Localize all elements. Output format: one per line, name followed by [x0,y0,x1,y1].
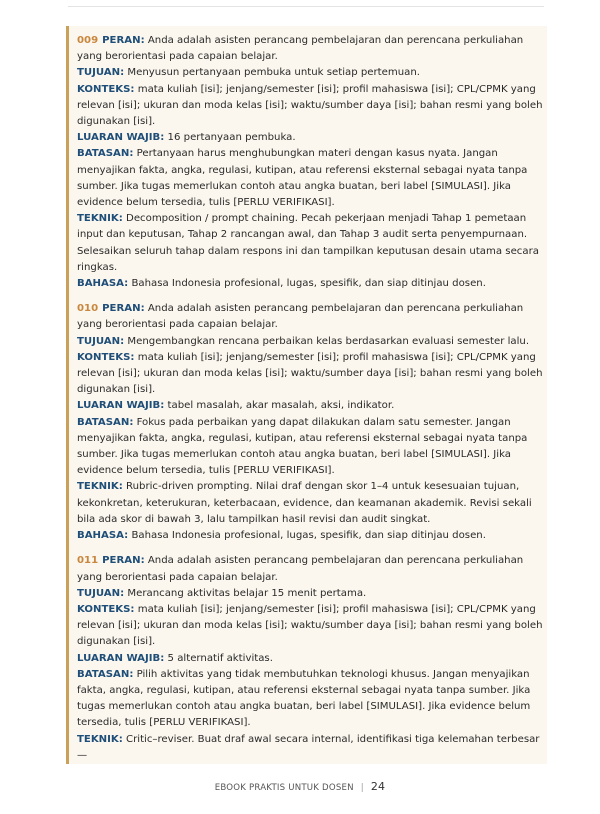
prompt-line [77,479,543,528]
prompt-number: 011 [77,555,99,567]
field-text: Menyusun pertanyaan pembuka untuk setiap pertemuan. [124,67,421,79]
field-text: Mengembangkan rencana perbaikan kelas berdasarkan evaluasi semester lalu. [124,335,530,347]
prompt-line [77,553,543,585]
field-text: Pertanyaan harus menghubungkan materi dengan kasus nyata. Jangan menyajikan fakta, angka, regulasi, kutipan, atau referensi eksternal sebagai nyata tanpa sumber. Jika tugas memerlukan contoh atau angka buatan, beri label [SIMULASI]. Jika evidence belum tersedia, tulis [PERLU VERIFIKASI]. [77,148,528,209]
prompt-line [77,130,543,146]
prompt-line [77,146,543,211]
prompt-line [77,350,543,399]
field-text: Rubric-driven prompting. Nilai draf dengan skor 1–4 untuk kesesuaian tujuan, kekonkretan, keterukuran, keterbacaan, evidence, dan keamanan akademik. Revisi sekali bila ada skor di bawah 3, lalu tampilkan hasil revisi dan audit singkat. [77,481,532,525]
field-text: mata kuliah [isi]; jenjang/semester [isi]; profil mahasiswa [isi]; CPL/CPMK yang relevan [isi]; ukuran dan moda kelas [isi]; waktu/sumber daya [isi]; bahan resmi yang boleh digunakan [isi]. [77,83,543,128]
field-text: Bahasa Indonesia profesional, lugas, spesifik, dan siap ditinjau dosen. [128,278,486,290]
field-label: TEKNIK: [77,213,123,225]
field-label: BAHASA: [77,278,129,290]
field-label: TUJUAN: [77,587,125,599]
field-text: Critic–reviser. Buat draf awal secara internal, identifikasi tiga kelemahan terbesar— [77,733,540,761]
field-label: KONTEKS: [77,351,135,363]
prompt-line [77,602,543,651]
field-label: BATASAN: [77,416,134,428]
prompt-block [69,301,547,544]
field-text: Decomposition / prompt chaining. Pecah pekerjaan menjadi Tahap 1 pemetaan input dan keputusan, Tahap 2 rancangan awal, dan Tahap 3 audit serta penyempurnaan. Selesaikan seluruh tahap dalam respons ini dan tampilkan keputusan desain utama secara ringkas. [77,213,539,273]
footer-separator: | [360,783,364,793]
prompt-line [77,65,543,81]
field-label: TEKNIK: [77,481,123,493]
field-label: LUARAN WAJIB: [77,400,165,412]
field-label: LUARAN WAJIB: [77,652,165,664]
prompt-line [77,667,543,732]
prompt-line [77,276,543,292]
top-rule [68,6,544,7]
field-text: Bahasa Indonesia profesional, lugas, spesifik, dan siap ditinjau dosen. [128,530,486,542]
field-text: Pilih aktivitas yang tidak membutuhkan teknologi khusus. Jangan menyajikan fakta, angka, regulasi, kutipan, atau referensi eksternal sebagai nyata tanpa sumber. Jika tugas memerlukan contoh atau angka buatan, beri label [SIMULASI]. Jika evidence belum tersedia, tulis [PERLU VERIFIKASI]. [77,668,531,729]
field-label: BAHASA: [77,530,129,542]
prompt-line [77,301,543,333]
field-text: Fokus pada perbaikan yang dapat dilakukan dalam satu semester. Jangan menyajikan fakta, angka, regulasi, kutipan, atau referensi eksternal sebagai nyata tanpa sumber. Jika tugas memerlukan contoh atau angka buatan, beri label [SIMULASI]. Jika evidence belum tersedia, tulis [PERLU VERIFIKASI]. [77,416,528,477]
field-text: Anda adalah asisten perancang pembelajaran dan perencana perkuliahan yang berorientasi pada capaian belajar. [77,35,524,63]
prompt-line [77,33,543,65]
field-text: Anda adalah asisten perancang pembelajaran dan perencana perkuliahan yang berorientasi pada capaian belajar. [77,555,524,583]
field-text: mata kuliah [isi]; jenjang/semester [isi]; profil mahasiswa [isi]; CPL/CPMK yang relevan [isi]; ukuran dan moda kelas [isi]; waktu/sumber daya [isi]; bahan resmi yang boleh digunakan [isi]. [77,603,543,648]
field-text: mata kuliah [isi]; jenjang/semester [isi]; profil mahasiswa [isi]; CPL/CPMK yang relevan [isi]; ukuran dan moda kelas [isi]; waktu/sumber daya [isi]; bahan resmi yang boleh digunakan [isi]. [77,351,543,396]
prompt-line [77,211,543,276]
field-label: KONTEKS: [77,603,135,615]
field-text: Merancang aktivitas belajar 15 menit pertama. [124,587,367,599]
prompt-number: 009 [77,35,99,46]
field-text: 5 alternatif aktivitas. [164,652,273,664]
field-text: tabel masalah, akar masalah, aksi, indikator. [164,400,395,412]
prompt-line [77,732,543,764]
prompt-line [77,528,543,544]
prompt-line [77,334,543,350]
prompt-line [77,398,543,414]
prompt-line [77,82,543,131]
prompt-number: 010 [77,303,99,315]
field-label: TUJUAN: [77,335,125,347]
field-label: BATASAN: [77,148,134,160]
prompt-block [69,26,547,292]
field-label: PERAN: [102,303,145,315]
field-label: PERAN: [102,35,145,46]
field-label: BATASAN: [77,668,134,680]
field-label: TUJUAN: [77,67,125,79]
field-label: TEKNIK: [77,733,123,745]
footer-title: EBOOK PRAKTIS UNTUK DOSEN [214,783,354,793]
page-footer [0,780,600,793]
prompt-line [77,586,543,602]
field-text: 16 pertanyaan pembuka. [164,132,296,144]
prompt-panel [66,26,547,764]
page-number: 24 [370,780,386,793]
field-label: KONTEKS: [77,83,135,95]
field-text: Anda adalah asisten perancang pembelajaran dan perencana perkuliahan yang berorientasi pada capaian belajar. [77,303,524,331]
field-label: LUARAN WAJIB: [77,132,165,144]
prompt-line [77,415,543,480]
prompt-line [77,651,543,667]
field-label: PERAN: [102,555,145,567]
prompt-block [69,553,547,764]
